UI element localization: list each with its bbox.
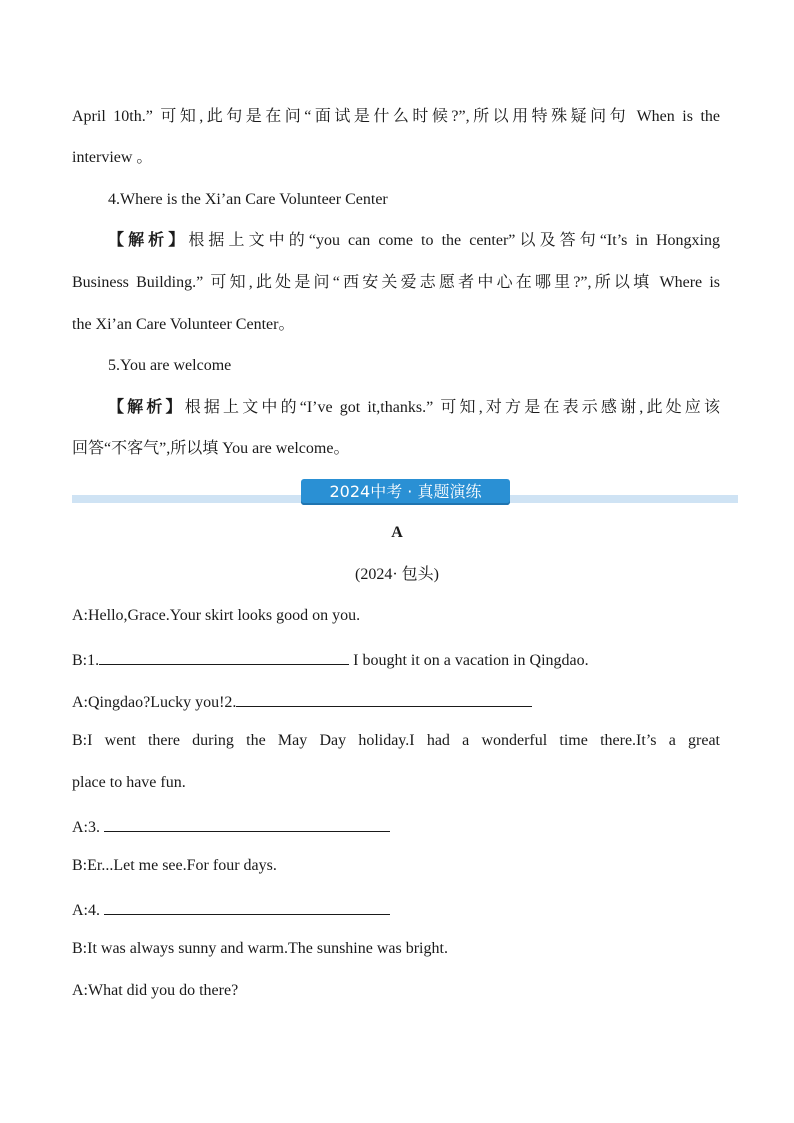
- dialogue-prefix: A:Qingdao?Lucky you!2.: [72, 694, 237, 711]
- analysis-tag: 【解析】: [108, 399, 185, 416]
- dialogue-suffix: I bought it on a vacation in Qingdao.: [349, 652, 589, 669]
- analysis-4-line: Business Building.” 可知,此处是问“西安关爱志愿者中心在哪里?”,所以填 Where is: [72, 274, 720, 291]
- explanation-line: interview 。: [72, 149, 153, 166]
- explanation-line: April 10th.” 可知,此句是在问“面试是什么时候?”,所以用特殊疑问句 When is the: [72, 108, 720, 125]
- passage-source: (2024· 包头): [355, 566, 439, 583]
- section-banner: 2024中考 · 真题演练: [301, 479, 510, 505]
- analysis-4-line: [108, 231, 720, 251]
- answer-blank-3[interactable]: [104, 815, 390, 832]
- dialogue-line: [72, 815, 720, 838]
- analysis-5-line: [108, 398, 720, 418]
- dialogue-prefix: A:4.: [72, 902, 104, 919]
- analysis-text: 根据上文中的“you can come to the center”以及答句“It’s in Hongxing: [188, 232, 720, 249]
- analysis-5-line: 回答“不客气”,所以填 You are welcome。: [72, 440, 350, 457]
- answer-blank-2[interactable]: [236, 690, 532, 707]
- dialogue-prefix: A:3.: [72, 819, 104, 836]
- answer-5: 5.You are welcome: [108, 357, 232, 374]
- answer-blank-1[interactable]: [99, 648, 349, 665]
- dialogue-line: B:It was always sunny and warm.The sunshine was bright.: [72, 940, 448, 957]
- dialogue-line: [72, 648, 720, 671]
- answer-blank-4[interactable]: [104, 898, 390, 915]
- dialogue-line: A:Hello,Grace.Your skirt looks good on you.: [72, 607, 361, 624]
- dialogue-line: place to have fun.: [72, 774, 186, 791]
- dialogue-line: B:I went there during the May Day holiday.I had a wonderful time there.It’s a great: [72, 732, 720, 749]
- dialogue-prefix: B:1.: [72, 652, 100, 669]
- answer-4: 4.Where is the Xi’an Care Volunteer Center: [108, 191, 388, 208]
- dialogue-line: A:What did you do there?: [72, 982, 239, 999]
- analysis-tag: 【解析】: [108, 232, 189, 249]
- dialogue-line: [72, 898, 720, 921]
- dialogue-line: B:Er...Let me see.For four days.: [72, 857, 277, 874]
- analysis-text: 根据上文中的“I’ve got it,thanks.” 可知,对方是在表示感谢,此处应该: [184, 399, 720, 416]
- dialogue-line: [72, 690, 720, 713]
- analysis-4-line: the Xi’an Care Volunteer Center。: [72, 316, 295, 333]
- passage-label: A: [391, 524, 403, 541]
